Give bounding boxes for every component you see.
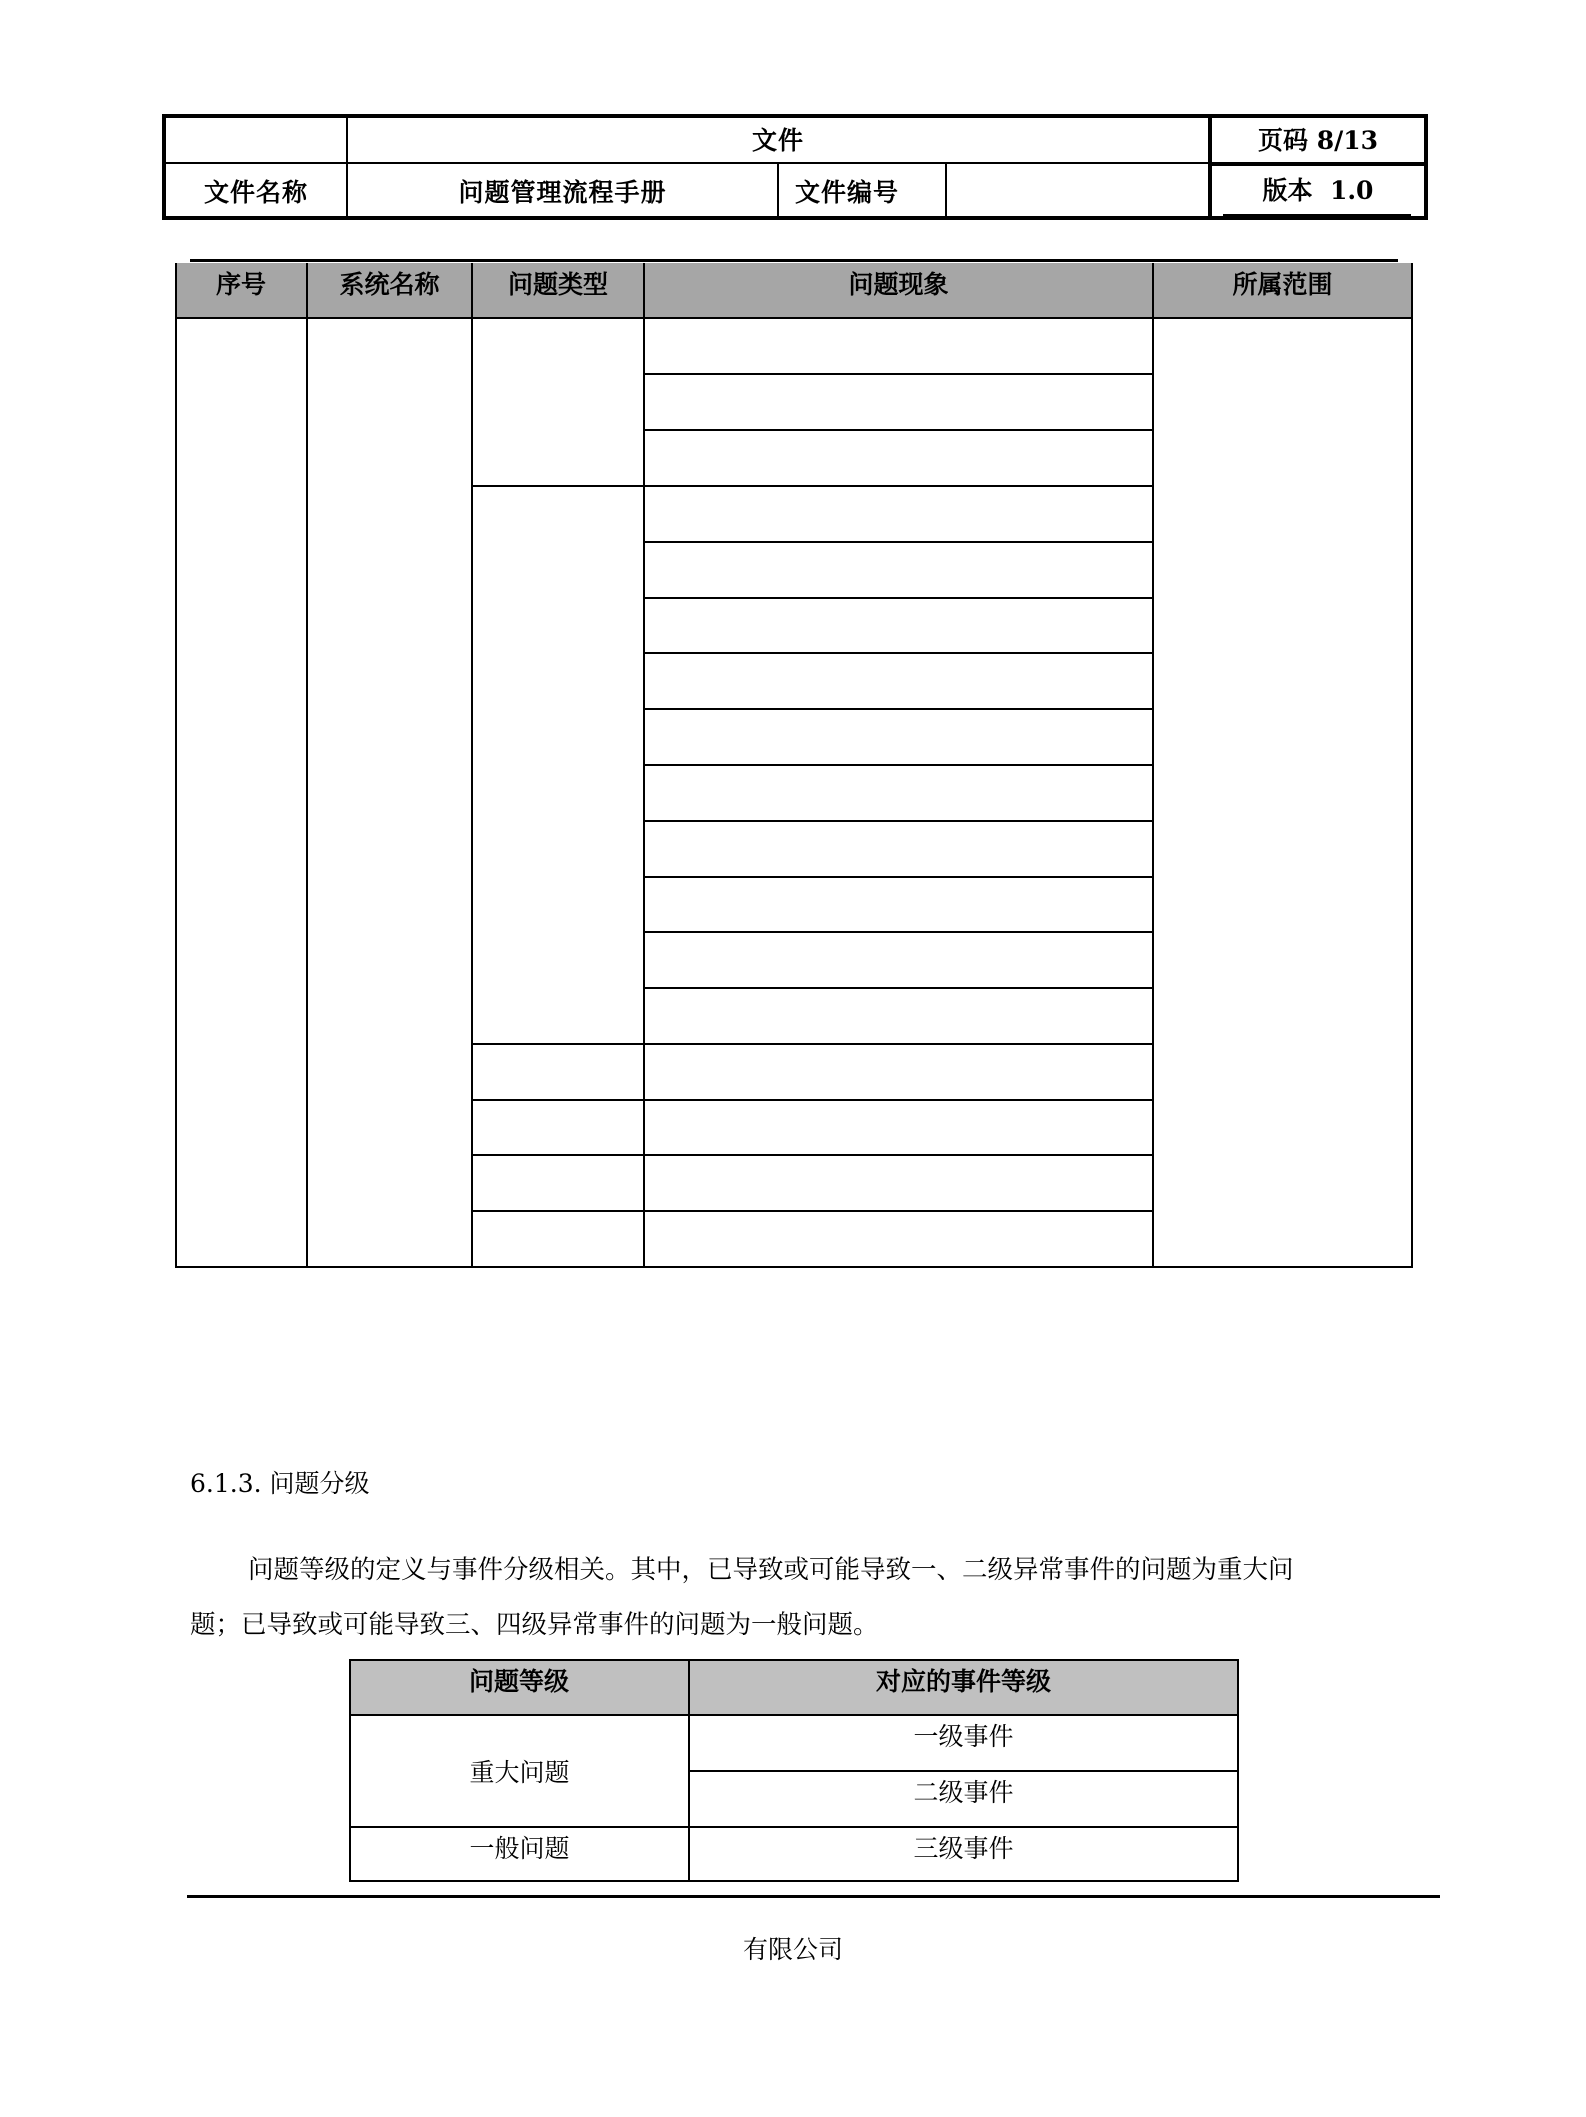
type-group-line [472,1210,1153,1212]
event-level-1: 一级事件 [913,1722,1014,1751]
row-line [644,708,1153,710]
version-label: 版本 1.0 [1262,176,1374,205]
event-level-2: 二级事件 [913,1778,1014,1807]
file-number-value [947,164,1208,218]
row-line [644,541,1153,543]
file-name-value: 问题管理流程手册 [458,178,667,207]
level-table-border-bottom [349,1880,1239,1882]
column-divider [471,263,473,1268]
symptom-cell[interactable] [645,431,1152,485]
file-name-label: 文件名称 [203,178,308,207]
column-header-problem-symptom: 问题现象 [848,270,949,299]
event-level-3: 三级事件 [913,1834,1014,1863]
paragraph-line-1: 问题等级的定义与事件分级相关。其中，已导致或可能导致一、二级异常事件的问题为重大问 [248,1555,1294,1585]
index-cell[interactable] [177,319,306,1266]
footer-rule [187,1895,1440,1898]
system-name-cell[interactable] [308,319,471,1266]
version-underline [1223,214,1411,218]
file-number-label: 文件编号 [795,178,900,207]
type-group-line [472,1154,1153,1156]
symptom-cell[interactable] [645,319,1152,373]
paragraph-line-2: 题；已导致或可能导致三、四级异常事件的问题为一般问题。 [190,1610,879,1640]
row-line [644,820,1153,822]
column-header-index: 序号 [215,270,266,299]
section-heading: 6.1.3. 问题分级 [190,1469,370,1498]
level-major: 重大问题 [469,1758,570,1787]
column-header-scope: 所属范围 [1232,270,1333,299]
symptom-cell[interactable] [645,375,1152,429]
row-line [644,931,1153,933]
table-top-rule [190,259,1398,262]
page-number: 页码 8/13 [1257,126,1379,155]
row-line [644,652,1153,654]
table-border-bottom [175,1266,1413,1268]
footer-company: 有限公司 [742,1935,843,1964]
type-group-line [472,1099,1153,1101]
row-line [644,987,1153,989]
column-header-problem-type: 问题类型 [507,270,608,299]
level-general: 一般问题 [469,1834,570,1863]
level-column-header: 问题等级 [468,1667,569,1696]
row-line [644,764,1153,766]
scope-cell[interactable] [1154,319,1411,1266]
row-line [644,876,1153,878]
table-border-right [1411,263,1413,1268]
row-line [644,597,1153,599]
column-header-system-name: 系统名称 [339,270,440,299]
type-group-line [472,485,1153,487]
event-column-header: 对应的事件等级 [875,1667,1051,1696]
type-group-line [472,1043,1153,1045]
document-title: 文件 [751,126,804,155]
